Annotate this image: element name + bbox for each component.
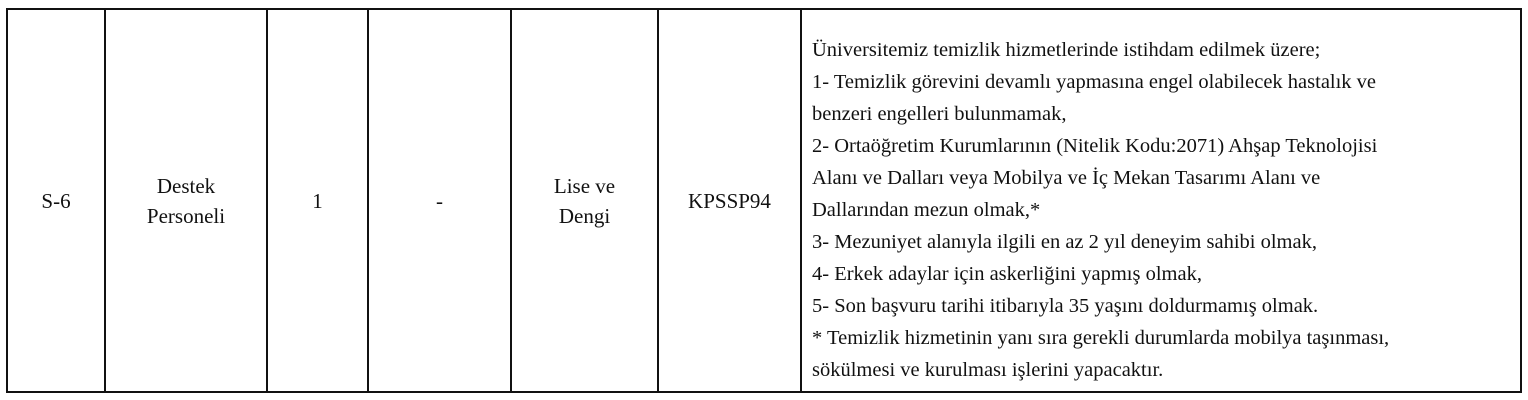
exam-score-type: KPSSP94 [688, 188, 771, 213]
position-title-cell [105, 9, 267, 392]
requirement-line: sökülmesi ve kurulması işlerini yapacaktır. [812, 359, 1164, 381]
requirement-line: * Temizlik hizmetinin yanı sıra gerekli durumlarda mobilya taşınması, [812, 327, 1390, 349]
requirement-line: 1- Temizlik görevini devamlı yapmasına engel olabilecek hastalık ve [812, 71, 1377, 93]
position-count: 1 [312, 188, 323, 213]
requirement-line: Alanı ve Dalları veya Mobilya ve İç Mekan Tasarımı Alanı ve [812, 167, 1321, 189]
position-title-line-2: Personeli [146, 203, 226, 228]
exam-score-type-cell [658, 9, 801, 392]
position-code-cell [7, 9, 105, 392]
position-requirements-table [6, 8, 1522, 393]
position-code: S-6 [41, 188, 71, 213]
requirement-line: 5- Son başvuru tarihi itibarıyla 35 yaşını doldurmamış olmak. [812, 295, 1319, 317]
requirement-line: benzeri engelleri bulunmamak, [812, 103, 1067, 125]
education-level-line-2: Dengi [558, 203, 611, 228]
position-count-cell [267, 9, 368, 392]
table-row [7, 9, 1521, 392]
requirement-line: Dallarından mezun olmak,* [812, 199, 1041, 221]
requirement-line: 3- Mezuniyet alanıyla ilgili en az 2 yıl deneyim sahibi olmak, [812, 231, 1317, 253]
empty-field-dash: - [436, 188, 443, 213]
requirement-line: Üniversitemiz temizlik hizmetlerinde istihdam edilmek üzere; [812, 39, 1321, 61]
position-title-line-1: Destek [156, 173, 216, 198]
requirements-text [812, 10, 1510, 386]
empty-field-cell [368, 9, 511, 392]
requirement-line: 2- Ortaöğretim Kurumlarının (Nitelik Kodu:2071) Ahşap Teknolojisi [812, 135, 1378, 157]
education-level-line-1: Lise ve [553, 173, 616, 198]
requirements-cell [801, 9, 1521, 392]
requirement-line: 4- Erkek adaylar için askerliğini yapmış olmak, [812, 263, 1202, 285]
education-level-cell [511, 9, 658, 392]
